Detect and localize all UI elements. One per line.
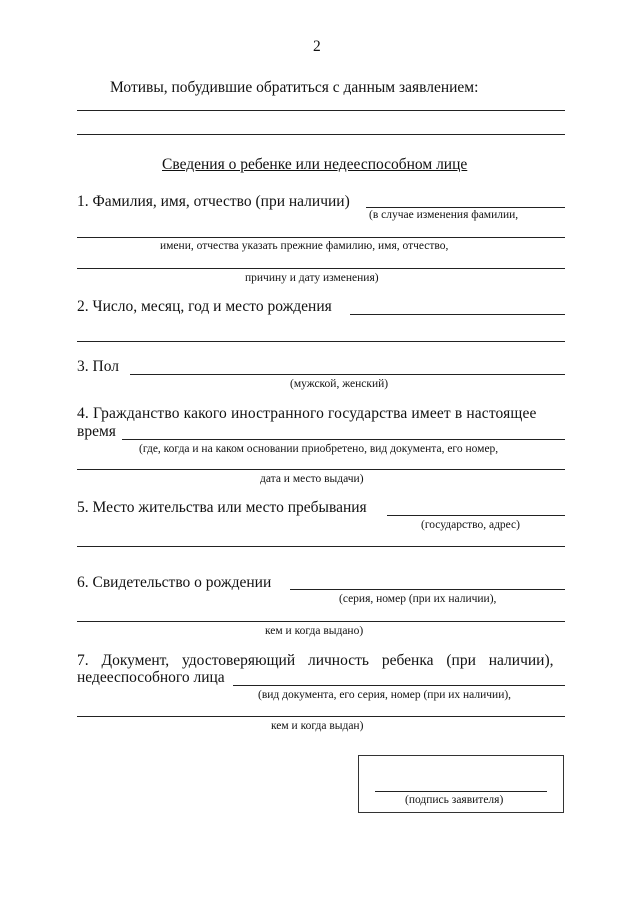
motives-label: Мотивы, побудившие обратиться с данным заявлением: bbox=[110, 79, 479, 96]
item6-label: 6. Свидетельство о рождении bbox=[77, 574, 272, 591]
item2-input-line[interactable] bbox=[350, 314, 565, 315]
item6-input-line[interactable] bbox=[290, 589, 565, 590]
item2-label: 2. Число, месяц, год и место рождения bbox=[77, 298, 332, 315]
item7-hint-2: кем и когда выдан) bbox=[271, 720, 364, 732]
item5-line-2[interactable] bbox=[77, 546, 565, 547]
item2-line-2[interactable] bbox=[77, 341, 565, 342]
item1-line-2[interactable] bbox=[77, 237, 565, 238]
page-number: 2 bbox=[313, 38, 321, 55]
item3-input-line[interactable] bbox=[130, 374, 565, 375]
item4-line-2[interactable] bbox=[77, 469, 565, 470]
item4-input-line[interactable] bbox=[122, 439, 565, 440]
item4-hint-1: (где, когда и на каком основании приобретено, вид документа, его номер, bbox=[139, 443, 499, 455]
item1-hint-3: причину и дату изменения) bbox=[245, 272, 379, 284]
item6-line-2[interactable] bbox=[77, 621, 565, 622]
section-title: Сведения о ребенке или недееспособном лице bbox=[162, 156, 468, 173]
item7-hint-1: (вид документа, его серия, номер (при их наличии), bbox=[258, 689, 512, 701]
item6-hint-1: (серия, номер (при их наличии), bbox=[339, 593, 497, 605]
signature-box[interactable] bbox=[358, 755, 564, 813]
item7-label-line2: недееспособного лица bbox=[77, 669, 225, 686]
motives-line-2[interactable] bbox=[77, 134, 565, 135]
item1-input-line[interactable] bbox=[366, 207, 565, 208]
item1-line-3[interactable] bbox=[77, 268, 565, 269]
item7-input-line[interactable] bbox=[233, 685, 565, 686]
item4-label-line1: 4. Гражданство какого иностранного государства имеет в настоящее bbox=[77, 405, 537, 422]
item5-hint: (государство, адрес) bbox=[421, 519, 520, 531]
item7-line-2[interactable] bbox=[77, 716, 565, 717]
item7-label-line1: 7. Документ, удостоверяющий личность ребенка (при наличии), bbox=[77, 652, 554, 669]
item5-label: 5. Место жительства или место пребывания bbox=[77, 499, 367, 516]
item5-input-line[interactable] bbox=[387, 515, 565, 516]
item4-label-line2: время bbox=[77, 423, 116, 440]
motives-line-1[interactable] bbox=[77, 110, 565, 111]
signature-line[interactable] bbox=[375, 791, 547, 792]
signature-caption: (подпись заявителя) bbox=[405, 794, 504, 806]
item1-hint-2: имени, отчества указать прежние фамилию, имя, отчество, bbox=[160, 240, 449, 252]
item1-label: 1. Фамилия, имя, отчество (при наличии) bbox=[77, 193, 350, 210]
item6-hint-2: кем и когда выдано) bbox=[265, 625, 364, 637]
item3-label: 3. Пол bbox=[77, 358, 119, 375]
item3-hint: (мужской, женский) bbox=[290, 378, 389, 390]
item4-hint-2: дата и место выдачи) bbox=[260, 473, 364, 485]
item1-hint-1: (в случае изменения фамилии, bbox=[369, 209, 519, 221]
